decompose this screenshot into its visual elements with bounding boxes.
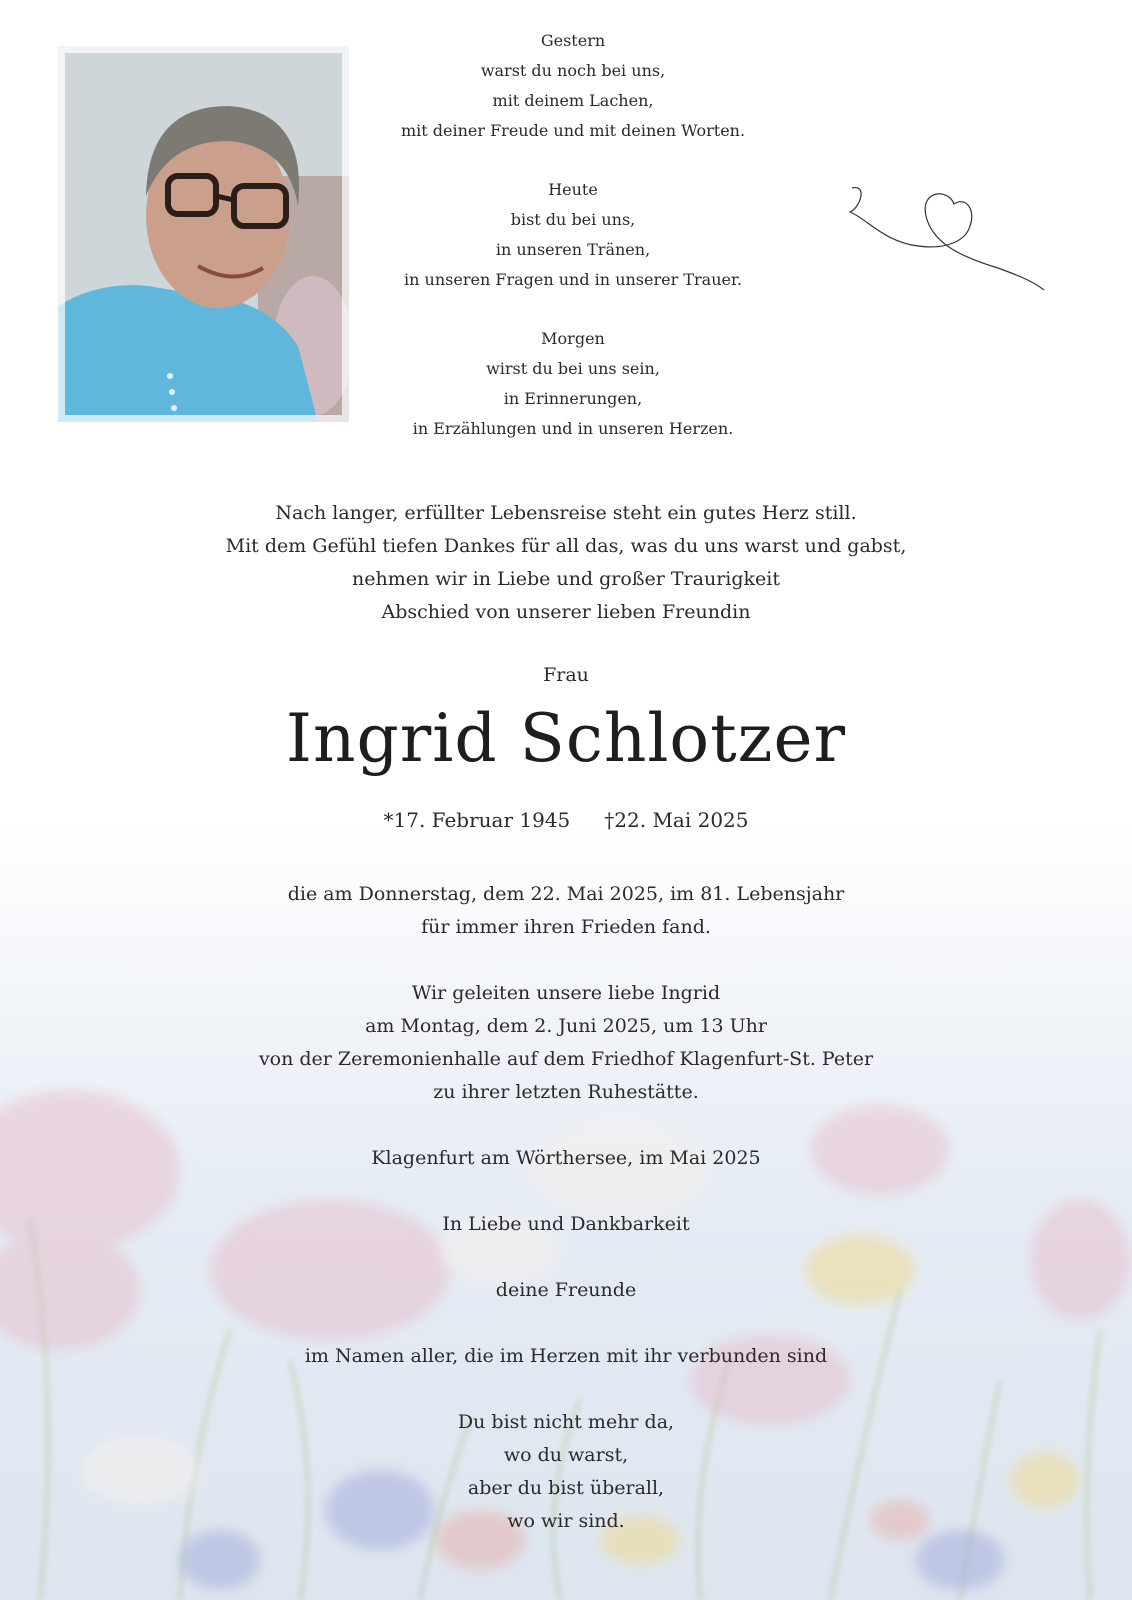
verse-line: aber du bist überall, xyxy=(467,1477,665,1499)
poem-line: in Erzählungen und in unseren Herzen. xyxy=(412,419,734,438)
portrait-photo xyxy=(58,46,349,422)
ceremony-line: zu ihrer letzten Ruhestätte. xyxy=(433,1081,699,1103)
intro-line: Mit dem Gefühl tiefen Dankes für all das, was du uns warst und gabst, xyxy=(225,535,907,557)
intro-line: Nach langer, erfüllter Lebensreise steht ein gutes Herz still. xyxy=(275,502,857,524)
signers: deine Freunde xyxy=(495,1279,637,1301)
poem-line: in unseren Tränen, xyxy=(495,240,651,259)
closing-verse xyxy=(0,1406,1132,1538)
birth-date: *17. Februar 1945 xyxy=(383,808,571,832)
poem-line: Gestern xyxy=(540,31,606,50)
poem-line: in Erinnerungen, xyxy=(503,389,643,408)
poem-stanza-today xyxy=(373,175,773,295)
verse-line: wo wir sind. xyxy=(507,1510,625,1532)
poem-line: wirst du bei uns sein, xyxy=(486,359,660,378)
deceased-name: Ingrid Schlotzer xyxy=(285,700,847,777)
closing-phrase: In Liebe und Dankbarkeit xyxy=(442,1213,690,1235)
verse-line: Du bist nicht mehr da, xyxy=(457,1411,675,1433)
intro-line: nehmen wir in Liebe und großer Traurigkeit xyxy=(352,568,780,590)
life-dates xyxy=(0,808,1132,832)
heart-doodle-icon xyxy=(848,182,1048,304)
intro-line: Abschied von unserer lieben Freundin xyxy=(381,601,751,623)
deceased-title: Frau xyxy=(543,664,589,686)
place-and-date: Klagenfurt am Wörthersee, im Mai 2025 xyxy=(371,1147,761,1169)
poem-line: bist du bei uns, xyxy=(510,210,636,229)
poem-line: warst du noch bei uns, xyxy=(480,61,666,80)
ceremony-line: Wir geleiten unsere liebe Ingrid xyxy=(411,982,721,1004)
poem-stanza-yesterday xyxy=(373,26,773,146)
ceremony-line: am Montag, dem 2. Juni 2025, um 13 Uhr xyxy=(365,1015,767,1037)
death-date: †22. Mai 2025 xyxy=(604,808,749,832)
passing-text xyxy=(0,878,1132,944)
signers-subline: im Namen aller, die im Herzen mit ihr verbunden sind xyxy=(304,1345,828,1367)
ceremony-text xyxy=(0,977,1132,1109)
passing-line: die am Donnerstag, dem 22. Mai 2025, im 81. Lebensjahr xyxy=(287,883,845,905)
poem-line: Heute xyxy=(548,180,598,199)
intro-text xyxy=(0,497,1132,629)
ceremony-line: von der Zeremonienhalle auf dem Friedhof Klagenfurt-St. Peter xyxy=(258,1048,874,1070)
poem-line: in unseren Fragen und in unserer Trauer. xyxy=(404,270,742,289)
poem-stanza-tomorrow xyxy=(373,324,773,444)
verse-line: wo du warst, xyxy=(503,1444,629,1466)
poem-line: mit deiner Freude und mit deinen Worten. xyxy=(400,121,746,140)
poem-line: mit deinem Lachen, xyxy=(492,91,654,110)
passing-line: für immer ihren Frieden fand. xyxy=(421,916,711,938)
poem-line: Morgen xyxy=(541,329,605,348)
